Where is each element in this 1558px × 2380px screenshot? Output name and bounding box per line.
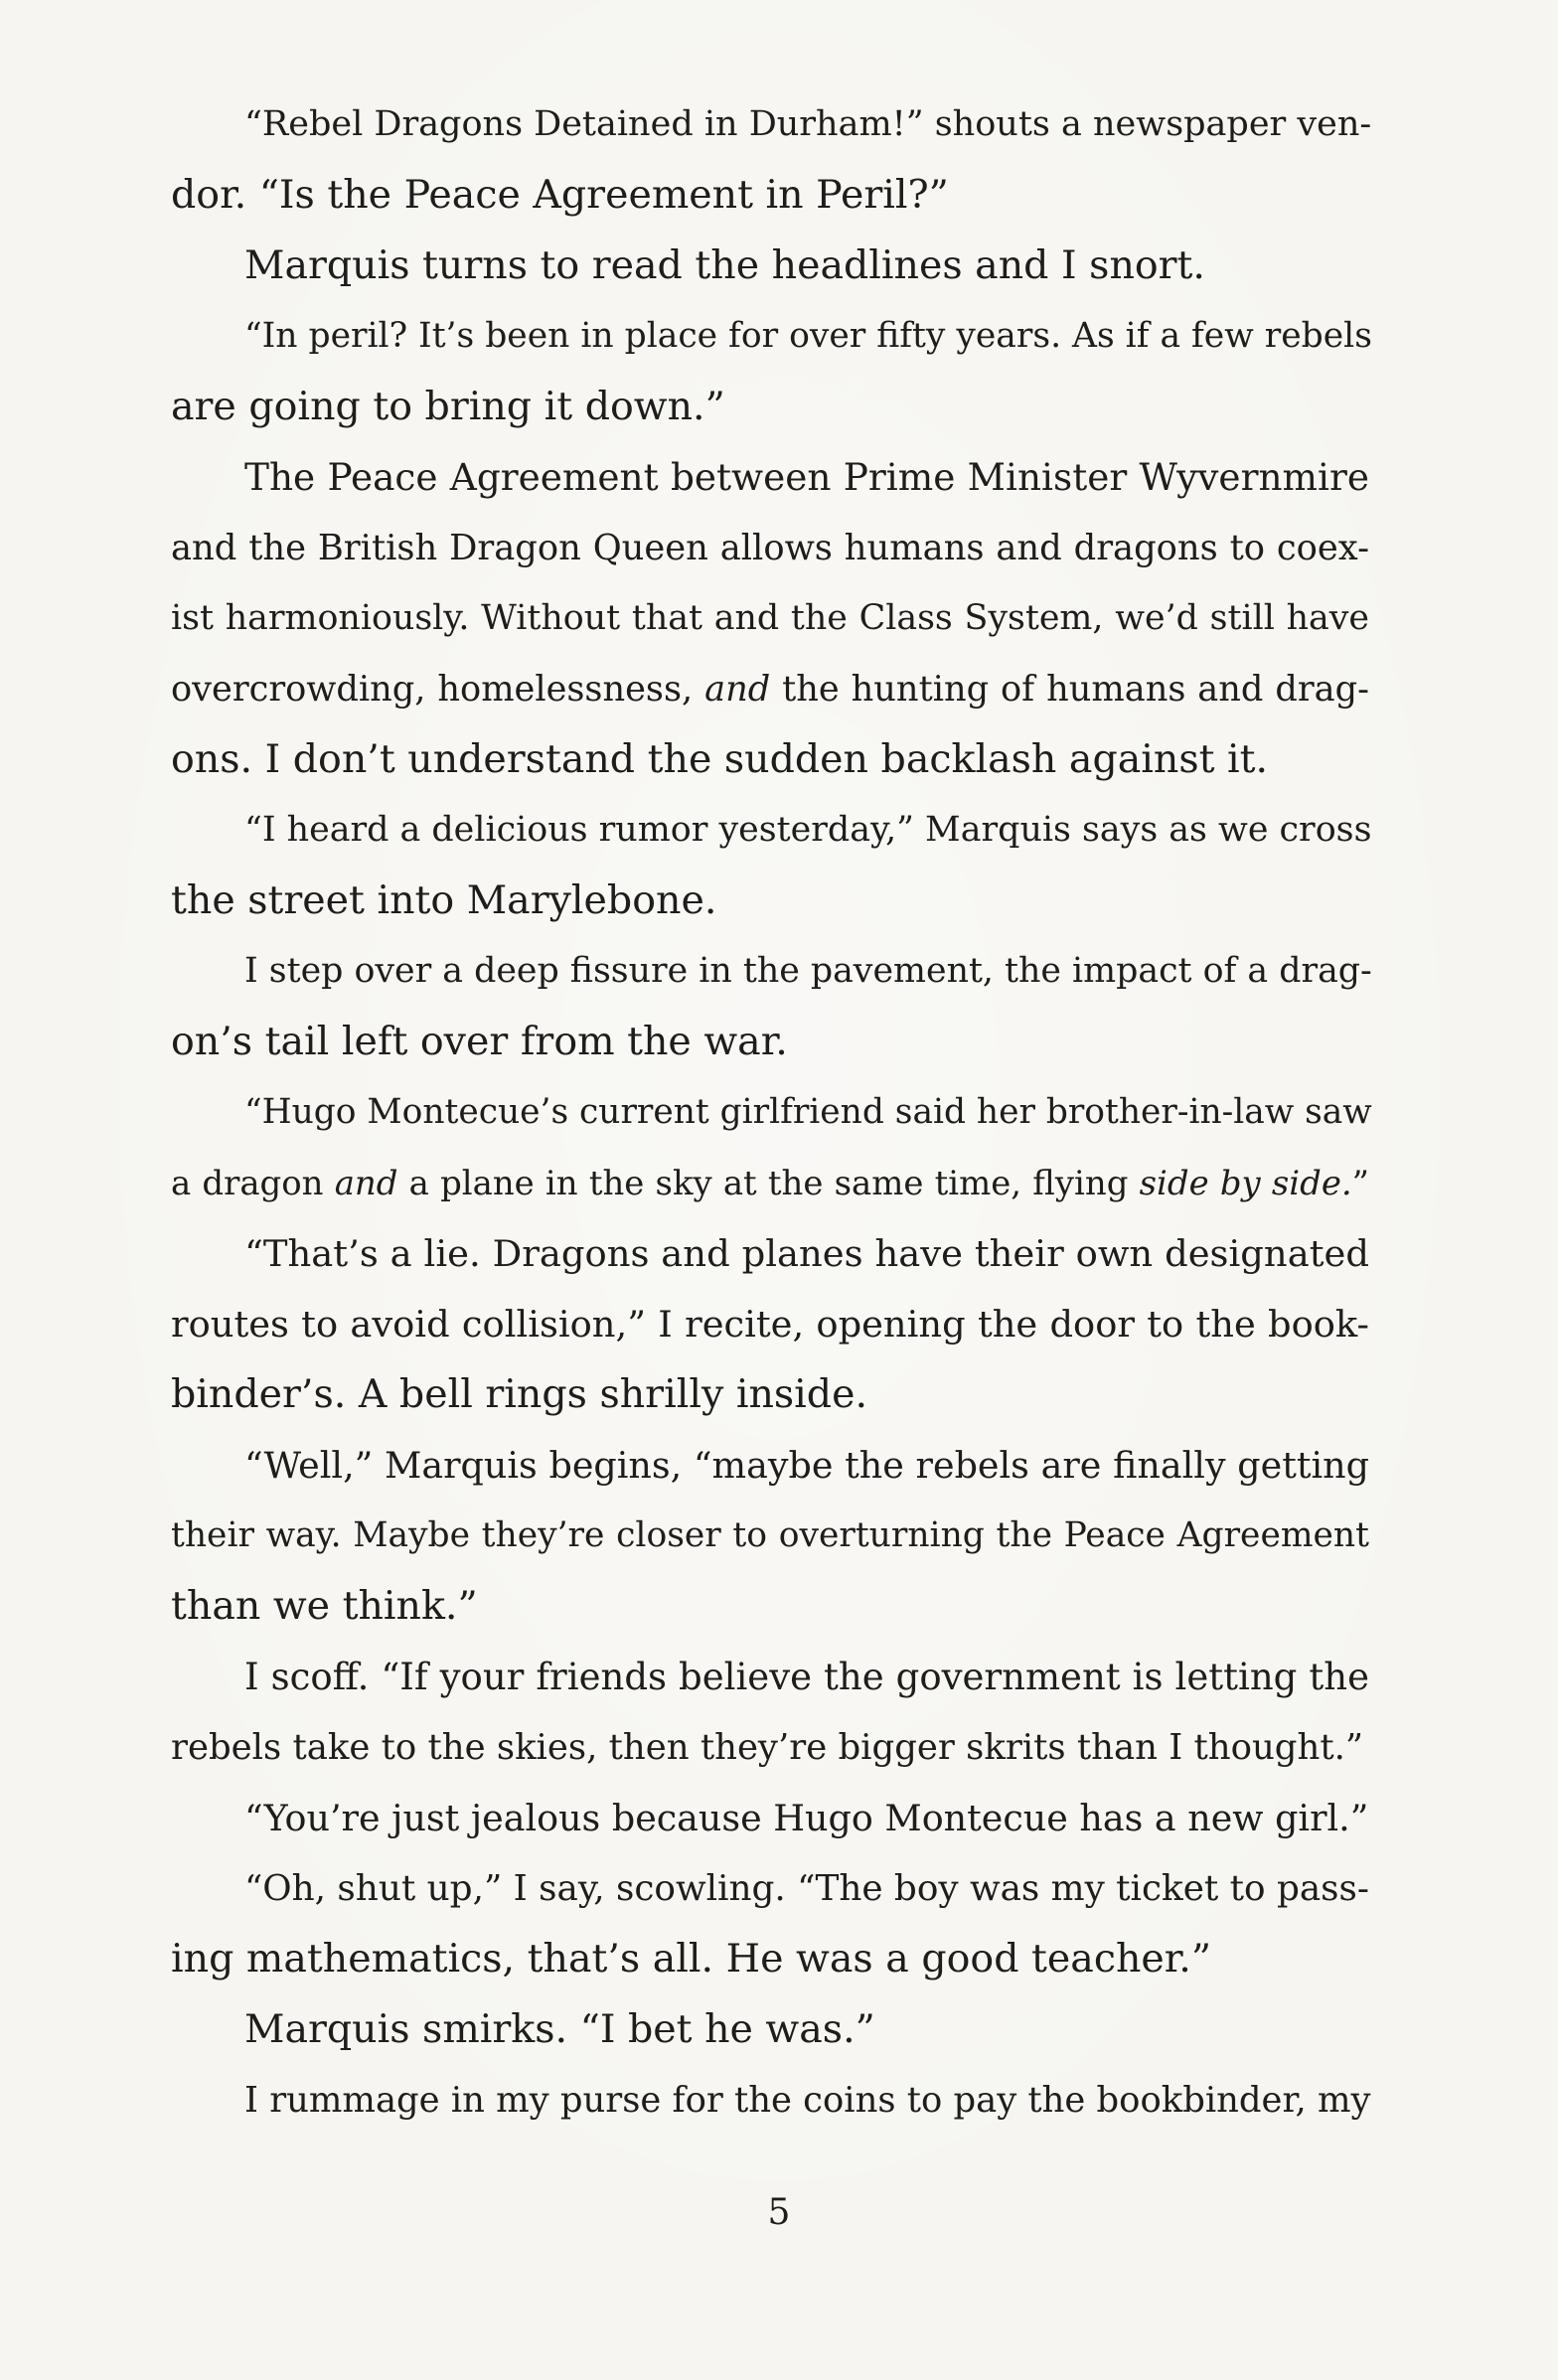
text-line — [171, 1077, 1372, 1148]
line-text: their way. Maybe they’re closer to overturning the Peace Agreement — [171, 1515, 1369, 1555]
text-line — [171, 301, 1372, 372]
text-line — [171, 1501, 1369, 1571]
line-text: ing mathematics, that’s all. He was a good teacher.” — [171, 1936, 1212, 1982]
text-line — [171, 1994, 1369, 2065]
text-line — [171, 89, 1372, 160]
line-text: ” — [1351, 1164, 1369, 1202]
text-line — [171, 2065, 1369, 2136]
line-text: a dragon — [171, 1164, 335, 1202]
line-text: the hunting of humans and drag- — [770, 669, 1369, 710]
line-text: “Rebel Dragons Detained in Durham!” shouts a newspaper ven- — [244, 104, 1372, 144]
text-line — [171, 936, 1372, 1007]
body-text — [171, 89, 1372, 2136]
line-text: I scoff. “If your friends believe the government is letting the — [244, 1656, 1369, 1698]
line-text: and the British Dragon Queen allows humans and dragons to coex- — [171, 528, 1369, 568]
line-text: “That’s a lie. Dragons and planes have their own designated — [244, 1232, 1369, 1275]
text-line — [171, 1712, 1369, 1783]
line-text: dor. “Is the Peace Agreement in Peril?” — [171, 172, 949, 218]
text-line — [171, 1007, 1369, 1077]
emphasis-text: and — [704, 669, 771, 710]
text-line — [171, 513, 1369, 583]
text-line — [171, 1642, 1369, 1712]
text-line — [171, 583, 1369, 654]
line-text: are going to bring it down.” — [171, 384, 725, 429]
text-line — [171, 1359, 1369, 1430]
line-text: I step over a deep fissure in the pavement, the impact of a drag- — [244, 951, 1372, 991]
text-line — [171, 442, 1369, 513]
text-line — [171, 866, 1369, 936]
page-number: 5 — [767, 2192, 791, 2233]
text-line — [171, 372, 1369, 442]
text-line — [171, 1853, 1369, 1924]
line-text: rebels take to the skies, then they’re bigger skrits than I thought.” — [171, 1727, 1364, 1768]
line-text: ons. I don’t understand the sudden backlash against it. — [171, 736, 1269, 782]
line-text: I rummage in my purse for the coins to pay the bookbinder, my — [244, 2080, 1371, 2121]
emphasis-text: and — [334, 1164, 398, 1202]
line-text: overcrowding, homelessness, — [171, 669, 705, 710]
line-text: the street into Marylebone. — [171, 877, 717, 923]
text-line — [171, 1148, 1369, 1218]
line-text: “I heard a delicious rumor yesterday,” Marquis says as we cross — [244, 810, 1372, 850]
text-line — [171, 160, 1369, 231]
text-line — [171, 1783, 1369, 1853]
text-line — [171, 1289, 1369, 1359]
line-text: “In peril? It’s been in place for over fifty years. As if a few rebels — [244, 316, 1372, 356]
line-text: “You’re just jealous because Hugo Montecue has a new girl.” — [244, 1797, 1369, 1839]
text-line — [171, 724, 1369, 795]
text-line — [171, 1218, 1369, 1289]
line-text: than we think.” — [171, 1583, 478, 1629]
line-text: The Peace Agreement between Prime Minister Wyvernmire — [244, 455, 1369, 499]
line-text: “Oh, shut up,” I say, scowling. “The boy was my ticket to pass- — [244, 1868, 1370, 1909]
line-text: ist harmoniously. Without that and the Class System, we’d still have — [171, 598, 1369, 638]
line-text: Marquis turns to read the headlines and I snort. — [244, 242, 1205, 288]
text-line — [171, 654, 1369, 724]
line-text: binder’s. A bell rings shrilly inside. — [171, 1371, 868, 1417]
text-line — [171, 1571, 1369, 1642]
text-line — [171, 231, 1369, 301]
text-line — [171, 795, 1372, 866]
line-text: “Hugo Montecue’s current girlfriend said her brother-in-law saw — [244, 1092, 1372, 1132]
line-text: a plane in the sky at the same time, flying — [397, 1164, 1140, 1202]
line-text: “Well,” Marquis begins, “maybe the rebels are finally getting — [244, 1444, 1369, 1487]
line-text: routes to avoid collision,” I recite, opening the door to the book- — [171, 1303, 1369, 1346]
emphasis-text: side by side. — [1139, 1164, 1352, 1202]
line-text: on’s tail left over from the war. — [171, 1019, 788, 1064]
text-line — [171, 1430, 1369, 1501]
line-text: Marquis smirks. “I bet he was.” — [244, 2006, 875, 2052]
text-line — [171, 1924, 1369, 1994]
